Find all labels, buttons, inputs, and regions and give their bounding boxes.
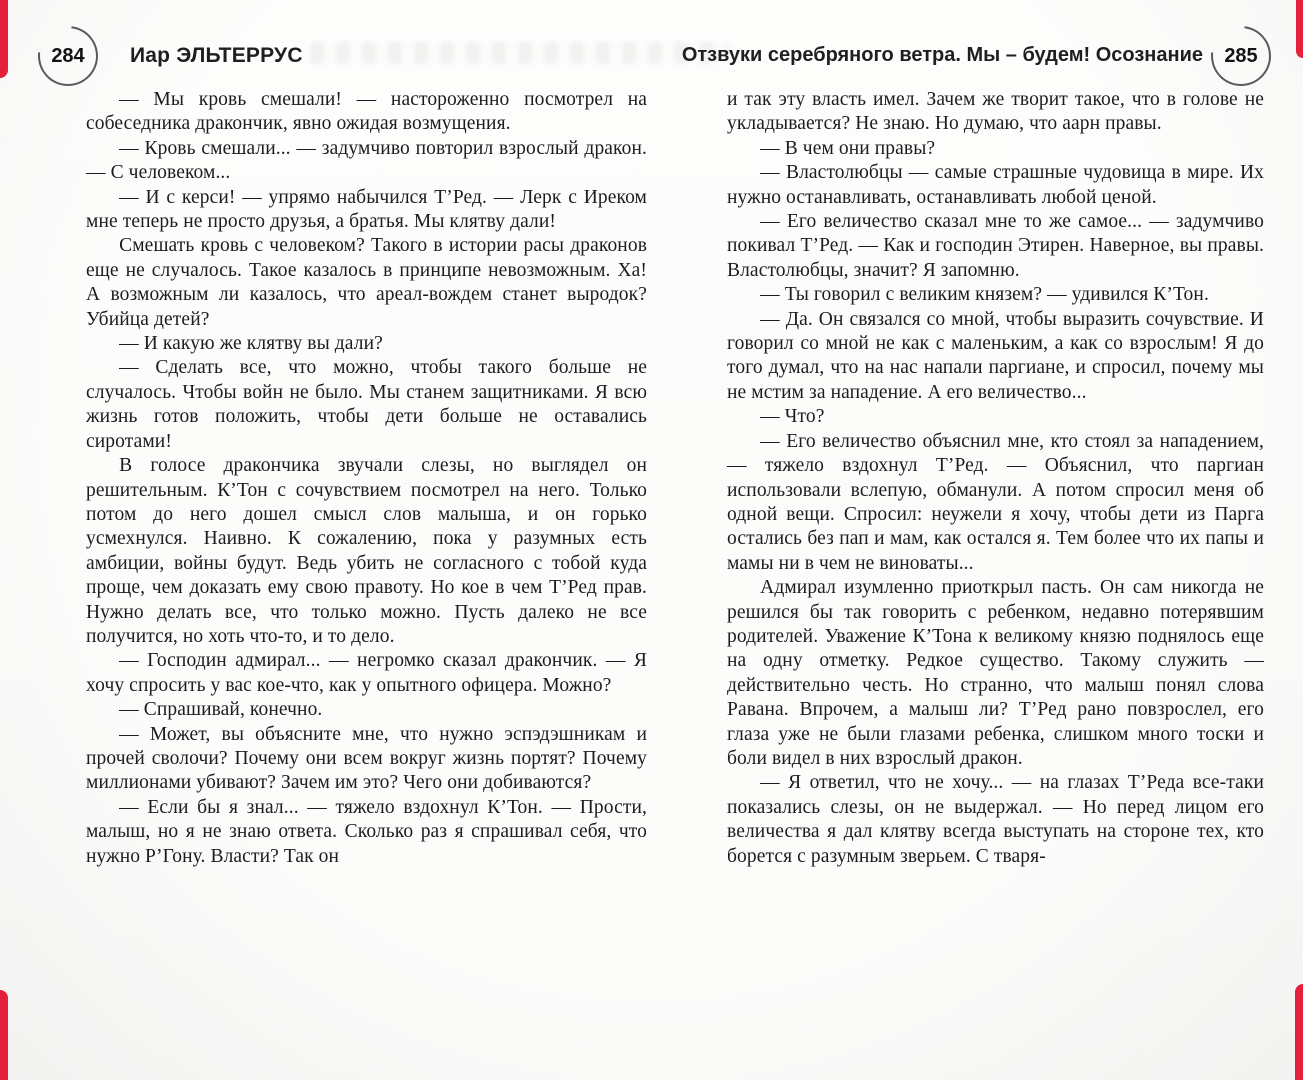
right-running-header: Отзвуки серебряного ветра. Мы – будем! Осознание [681, 44, 1203, 66]
paragraph: — И какую же клятву вы дали? [119, 333, 383, 355]
paragraph: Смешать кровь с человеком? Такого в истории расы драконов еще не случалось. Такое казалось в принципе невозможным. Ха! А возможным ли казалось, что ареал-вождем станет выродок? Убийца детей? [86, 235, 647, 330]
paragraph: — Его величество объяснил мне, кто стоял за нападением, — тяжело вздохнул Т’Ред. — Объяснил, что паргиан использовали вслепую, обманули. А потом спросил меня об одной вещи. Спросил: неужели я хочу, чтобы дети из Парга остались без пап и мам, как остался я. Тем более что их папы и мамы ни в чем не виноваты... [727, 430, 1264, 574]
paragraph: — Может, вы объясните мне, что нужно эспэдэшникам и прочей сволочи? Почему они всем вокруг жизнь портят? Почему миллионами убивают? Зачем им это? Чего они добиваются? [86, 723, 647, 794]
paragraph: — Я ответил, что не хочу... — на глазах Т’Реда все-таки показались слезы, он не выдержал. — Но перед лицом его величества я дал клятву всегда выступать на стороне тех, кто борется с разумным зверьем. С тваря- [727, 772, 1264, 867]
paragraph: и так эту власть имел. Зачем же творит такое, что в голове не укладывается? Не знаю. Но думаю, что аарн правы. [727, 89, 1264, 135]
left-page-number-badge [38, 26, 98, 86]
paragraph: — Что? [760, 406, 825, 428]
paragraph: — В чем они правы? [760, 137, 936, 159]
paragraph: — Спрашивай, конечно. [119, 699, 323, 721]
paragraph: — Кровь смешали... — задумчиво повторил взрослый дракон. — С человеком... [86, 137, 647, 184]
photo-background-corner-top-right [1296, 0, 1303, 58]
paragraph: В голосе дракончика звучали слезы, но выглядел он решительным. К’Тон с сочувствием посмотрел на него. Только потом до него дошел смысл слов малыша, и он горько усмехнулся. Наивно. К сожалению, пока у разумных есть амбиции, войны будут. Ведь убить не согласного с тобой куда проще, чем доказать ему свою правоту. Но кое в чем Т’Ред прав. Нужно делать все, что только можно. Пусть далеко не все получится, но хоть что-то, и то дело. [86, 455, 647, 647]
left-running-header: Иар ЭЛЬТЕРРУС [130, 44, 303, 67]
paragraph: — Ты говорил с великим князем? — удивился К’Тон. [760, 284, 1209, 306]
paragraph: — И с керси! — упрямо набычился Т’Ред. — Лерк с Иреком мне теперь не просто друзья, а братья. Мы клятву дали! [86, 186, 647, 233]
photo-background-corner-bottom-left [0, 990, 8, 1080]
right-page-text-block [727, 88, 1264, 869]
photo-background-corner-top-left [0, 0, 8, 78]
right-page-number-badge [1211, 26, 1271, 86]
show-through-smudge [310, 42, 730, 64]
paragraph: — Его величество сказал мне то же самое... — задумчиво покивал Т’Ред. — Как и господин Этирен. Наверное, вы правы. Властолюбцы, значит? Я запомню. [727, 211, 1264, 281]
left-page-text-block [86, 88, 647, 869]
paragraph: — Сделать все, что можно, чтобы такого больше не случалось. Чтобы войн не было. Мы станем защитниками. Я всю жизнь готов положить, чтобы дети больше не оставались сиротами! [86, 357, 647, 452]
paragraph: — Да. Он связался со мной, чтобы выразить сочувствие. И говорил со мной не как с маленьким, а как со взрослым! Я до того думал, что на нас напали паргиане, и спросил, почему мы не мстим за нападение. А его величество... [727, 308, 1264, 403]
paragraph: — Господин адмирал... — негромко сказал дракончик. — Я хочу спросить у вас кое-что, как у опытного офицера. Можно? [86, 650, 647, 696]
paragraph: Адмирал изумленно приоткрыл пасть. Он сам никогда не решился бы так говорить с ребенком, недавно потерявшим родителей. Уважение К’Тона к великому князю поднялось еще на одну отметку. Редкое существо. Такому служить — действительно честь. Но странно, что малыш понял слова Равана. Впрочем, а малыш ли? Т’Ред рано повзрослел, его глаза уже не были глазами ребенка, слишком много тоски и боли видел в них взрослый дракон. [727, 577, 1264, 769]
left-page-number: 284 [51, 44, 85, 67]
right-page-number: 285 [1224, 44, 1258, 67]
paragraph: — Мы кровь смешали! — настороженно посмотрел на собеседника дракончик, явно ожидая возмущения. [86, 89, 647, 135]
photo-background-corner-bottom-right [1295, 984, 1303, 1080]
paragraph: — Властолюбцы — самые страшные чудовища в мире. Их нужно останавливать, останавливать любой ценой. [727, 162, 1264, 208]
paragraph: — Если бы я знал... — тяжело вздохнул К’Тон. — Прости, малыш, но я не знаю ответа. Сколько раз я спрашивал себя, что нужно Р’Гону. Власти? Так он [86, 796, 647, 867]
